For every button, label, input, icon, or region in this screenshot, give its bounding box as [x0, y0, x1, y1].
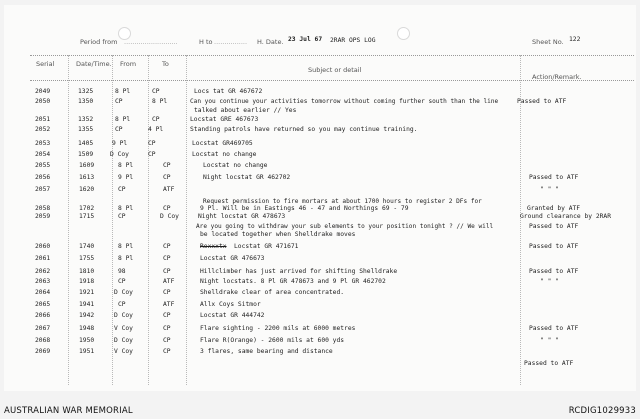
- serial-cell: 2061: [35, 255, 51, 262]
- table-row: [0, 335, 640, 346]
- subject-cell: Are you going to withdraw your sub elements to your position tonight ? // We will: [196, 223, 494, 230]
- subject-cell: Flare sighting - 2200 mils at 6000 metres: [200, 325, 356, 332]
- to-cell: CP: [163, 243, 171, 250]
- subject-cell: Locstat no change: [192, 151, 257, 158]
- action-cell: Passed to ATF: [517, 98, 567, 105]
- serial-cell: 2055: [35, 162, 51, 169]
- punch-hole-right: [397, 27, 410, 40]
- serial-cell: 2064: [35, 289, 51, 296]
- h-to-label: H to: [199, 38, 213, 46]
- from-cell: D Coy: [110, 151, 129, 158]
- table-row: [0, 149, 640, 160]
- table-row: [0, 138, 640, 149]
- time-cell: 1951: [79, 348, 95, 355]
- table-row: [0, 253, 640, 264]
- serial-cell: 2057: [35, 186, 51, 193]
- subject-cell: Locstat GR 476673: [200, 255, 265, 262]
- header-rule-top: [30, 55, 634, 56]
- to-cell: CP: [163, 312, 171, 319]
- from-cell: 8 Pl: [115, 116, 131, 123]
- from-cell: 8 Pl: [118, 255, 134, 262]
- to-cell: 8 Pl: [152, 98, 168, 105]
- from-cell: 8 Pl: [115, 88, 131, 95]
- log-date: 23 Jul 67: [288, 36, 323, 43]
- table-row: [0, 124, 640, 135]
- col-to: To: [162, 60, 169, 68]
- to-cell: CP: [148, 151, 156, 158]
- subject-cell: Flare R(Orange) - 2600 mils at 600 yds: [200, 337, 345, 344]
- table-row: [0, 160, 640, 171]
- table-row: [0, 229, 640, 240]
- time-cell: 1918: [79, 278, 95, 285]
- time-cell: 1740: [79, 243, 95, 250]
- to-cell: CP: [163, 348, 171, 355]
- time-cell: 1950: [79, 337, 95, 344]
- col-datetime: Date/Time.: [76, 60, 112, 68]
- subject-cell-line2: talked about earlier // Yes: [194, 107, 297, 114]
- time-cell: 1325: [78, 88, 94, 95]
- table-row: [0, 96, 640, 114]
- from-cell: 98: [118, 268, 126, 275]
- table-row: [0, 241, 640, 252]
- table-row: [0, 172, 640, 183]
- strike-mark: Rexxxtx: [200, 243, 227, 250]
- table-row: [0, 299, 640, 310]
- time-cell: 1948: [79, 325, 95, 332]
- to-cell: CP: [163, 268, 171, 275]
- to-cell: ATF: [163, 186, 175, 193]
- table-row: [0, 323, 640, 334]
- serial-cell: 2063: [35, 278, 51, 285]
- to-cell: ATF: [163, 301, 175, 308]
- serial-cell: 2068: [35, 337, 51, 344]
- time-cell: 1810: [79, 268, 95, 275]
- period-dots-2: ................: [214, 38, 248, 46]
- action-cell: " " ": [540, 186, 559, 193]
- from-cell: CP: [118, 278, 126, 285]
- time-cell: 1620: [79, 186, 95, 193]
- from-cell: 9 Pl: [112, 140, 128, 147]
- to-cell: CP: [163, 205, 171, 212]
- to-cell: CP: [163, 289, 171, 296]
- from-cell: D Coy: [114, 289, 133, 296]
- action-cell: " " ": [540, 278, 559, 285]
- subject-cell: Shelldrake clear of area concentrated.: [200, 289, 345, 296]
- col-action: Action/Remark.: [532, 73, 582, 81]
- time-cell: 1715: [79, 213, 95, 220]
- time-cell: 1352: [78, 116, 94, 123]
- action-cell: Passed to ATF: [529, 243, 579, 250]
- serial-cell: 2054: [35, 151, 51, 158]
- from-cell: V Coy: [114, 348, 133, 355]
- sheet-no-value: 122: [569, 36, 581, 43]
- action-cell-line2: Ground clearance by 2RAR: [520, 213, 611, 220]
- to-cell: 4 Pl: [148, 126, 164, 133]
- from-cell: 9 Pl: [118, 174, 134, 181]
- col-from: From: [120, 60, 137, 68]
- time-cell: 1755: [79, 255, 95, 262]
- subject-cell-line2: 9 Pl. Will be in Eastings 46 - 47 and Northings 69 - 79: [200, 205, 409, 212]
- to-cell: CP: [163, 162, 171, 169]
- table-row: [0, 184, 640, 195]
- from-cell: V Coy: [114, 325, 133, 332]
- subject-cell-line2: be located together when Shelldrake moves: [200, 231, 356, 238]
- serial-cell: 2053: [35, 140, 51, 147]
- from-cell: CP: [118, 213, 126, 220]
- time-cell: 1942: [79, 312, 95, 319]
- serial-cell: 2049: [35, 88, 51, 95]
- from-cell: D Coy: [114, 337, 133, 344]
- subject-cell: Can you continue your activities tomorrow without coming further south than the line: [190, 98, 499, 105]
- sheet-no-label: Sheet No.: [532, 38, 564, 46]
- action-cell: Passed to ATF: [529, 268, 579, 275]
- to-cell: CP: [163, 174, 171, 181]
- subject-cell: Locstat no change: [203, 162, 268, 169]
- subject-cell: Standing patrols have returned so you may continue training.: [190, 126, 418, 133]
- archive-reference: RCDIG1029933: [568, 406, 636, 416]
- serial-cell: 2069: [35, 348, 51, 355]
- table-row: [0, 276, 640, 287]
- time-cell: 1609: [79, 162, 95, 169]
- serial-cell: 2050: [35, 98, 51, 105]
- to-cell: CP: [163, 255, 171, 262]
- from-cell: 8 Pl: [118, 243, 134, 250]
- subject-cell: Locstat GR469705: [192, 140, 253, 147]
- action-cell: Passed to ATF: [529, 174, 579, 181]
- to-cell: CP: [163, 337, 171, 344]
- serial-cell: 2066: [35, 312, 51, 319]
- table-row: [0, 346, 640, 367]
- subject-cell: Locstat GR 471671: [234, 243, 299, 250]
- subject-cell: Locstat GR 444742: [200, 312, 265, 319]
- table-row: [0, 310, 640, 321]
- subject-cell: Request permission to fire mortars at about 1700 hours to register 2 DFs for: [203, 198, 482, 205]
- to-cell: CP: [152, 116, 160, 123]
- serial-cell: 2062: [35, 268, 51, 275]
- col-subject: Subject or detail: [308, 66, 362, 74]
- header-rule-bottom: [30, 80, 634, 81]
- from-cell: 8 Pl: [118, 162, 134, 169]
- serial-cell: 2059: [35, 213, 51, 220]
- serial-cell: 2060: [35, 243, 51, 250]
- from-cell: CP: [118, 186, 126, 193]
- to-cell: CP: [152, 88, 160, 95]
- from-cell: CP: [115, 126, 123, 133]
- time-cell: 1350: [78, 98, 94, 105]
- to-cell: D Coy: [160, 213, 179, 220]
- unit-name: 2RAR OPS LOG: [330, 37, 376, 44]
- archive-credit: AUSTRALIAN WAR MEMORIAL: [4, 406, 133, 416]
- action-cell: Passed to ATF: [529, 223, 579, 230]
- serial-cell: 2065: [35, 301, 51, 308]
- action-cell: Passed to ATF: [524, 360, 574, 367]
- time-cell: 1921: [79, 289, 95, 296]
- subject-cell: Night locstats. 8 Pl GR 478673 and 9 Pl GR 462702: [200, 278, 386, 285]
- serial-cell: 2058: [35, 205, 51, 212]
- time-cell: 1702: [79, 205, 95, 212]
- table-row: [0, 287, 640, 298]
- h-date-label: H. Date.: [257, 38, 284, 46]
- serial-cell: 2051: [35, 116, 51, 123]
- to-cell: CP: [148, 140, 156, 147]
- col-serial: Serial: [36, 60, 55, 68]
- subject-cell: Locs tat GR 467672: [194, 88, 263, 95]
- to-cell: CP: [163, 325, 171, 332]
- time-cell: 1509: [78, 151, 94, 158]
- time-cell: 1941: [79, 301, 95, 308]
- to-cell: ATF: [163, 278, 175, 285]
- subject-cell: Allx Coys Sitmor: [200, 301, 261, 308]
- time-cell: 1355: [78, 126, 94, 133]
- subject-cell: 3 flares, same bearing and distance: [200, 348, 333, 355]
- serial-cell: 2067: [35, 325, 51, 332]
- from-cell: CP: [115, 98, 123, 105]
- action-cell: " " ": [540, 337, 559, 344]
- period-from-label: Period from: [80, 38, 118, 46]
- serial-cell: 2052: [35, 126, 51, 133]
- subject-cell: Locstat GRE 467673: [190, 116, 259, 123]
- action-cell: Passed to ATF: [529, 325, 579, 332]
- subject-cell: Hillclimber has just arrived for shifting Shelldrake: [200, 268, 398, 275]
- time-cell: 1613: [79, 174, 95, 181]
- period-dots-1: ..........................: [124, 38, 178, 46]
- from-cell: D Coy: [114, 312, 133, 319]
- from-cell: CP: [118, 301, 126, 308]
- subject-cell: Night locstat GR 478673: [198, 213, 286, 220]
- action-cell: Granted by ATF: [527, 205, 581, 212]
- subject-cell: Night locstat GR 462702: [203, 174, 291, 181]
- from-cell: 8 Pl: [118, 205, 134, 212]
- serial-cell: 2056: [35, 174, 51, 181]
- time-cell: 1405: [78, 140, 94, 147]
